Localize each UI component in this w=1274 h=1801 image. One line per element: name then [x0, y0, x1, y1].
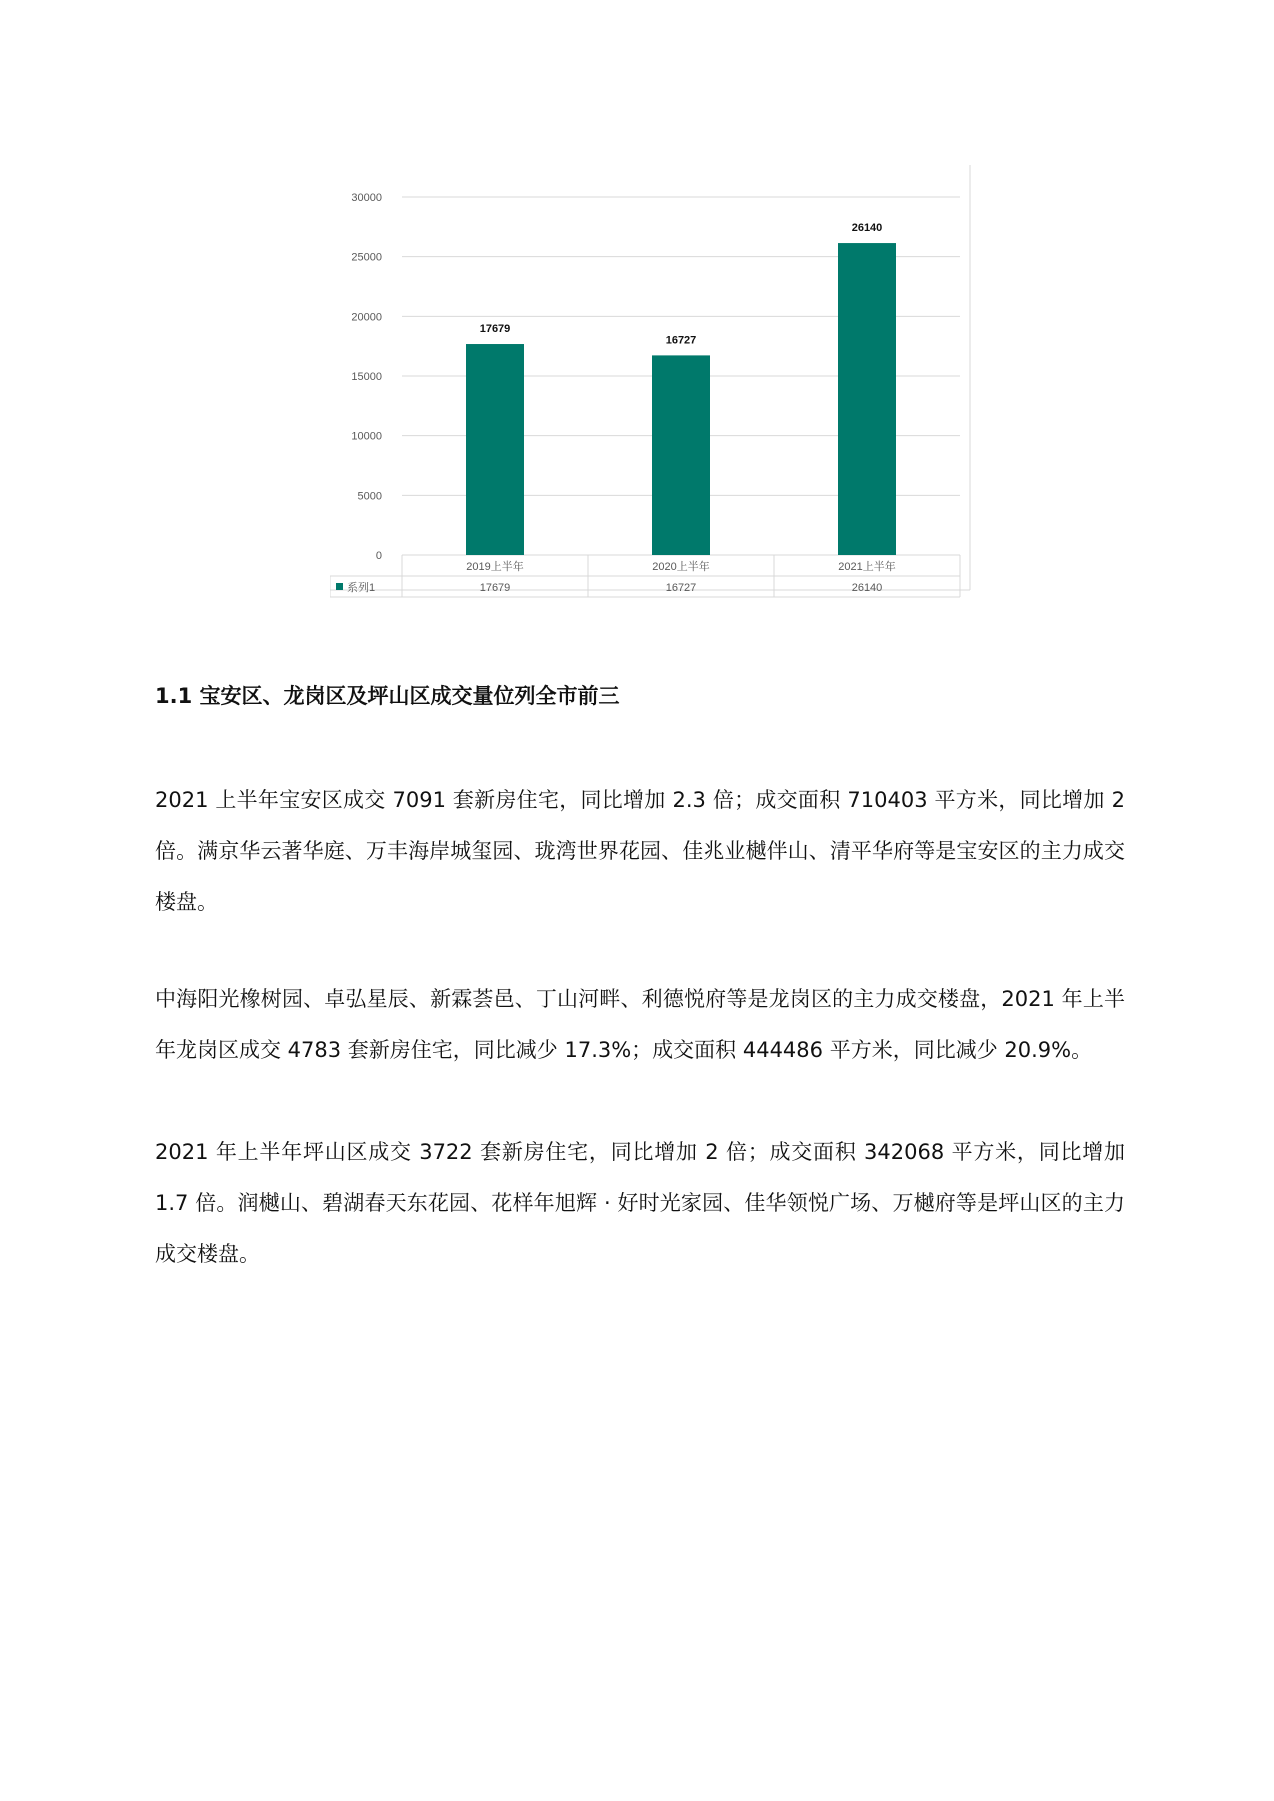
bar [466, 344, 524, 555]
table-value: 17679 [479, 582, 511, 594]
data-label: 26140 [851, 222, 883, 235]
y-tick-label: 25000 [351, 251, 382, 264]
legend-label: 系列1 [347, 582, 376, 594]
x-category-label: 2019上半年 [466, 561, 524, 573]
bar [652, 355, 710, 555]
bar-chart-svg [330, 165, 990, 610]
paragraph-baoan: 2021 上半年宝安区成交 7091 套新房住宅，同比增加 2.3 倍；成交面积 710403 平方米，同比增加 2 倍。满京华云著华庭、万丰海岸城玺园、珑湾世界花园、佳兆业樾伴山、清平华府等是宝安区的主力成交楼盘。 [155, 788, 1125, 914]
paragraph-pingshan: 2021 年上半年坪山区成交 3722 套新房住宅，同比增加 2 倍；成交面积 342068 平方米，同比增加 1.7 倍。润樾山、碧湖春天东花园、花样年旭辉 · 好时光家园、佳华领悦广场、万樾府等是坪山区的主力成交楼盘。 [155, 1140, 1125, 1266]
y-tick-label: 10000 [351, 430, 382, 443]
section-heading: 1.1 宝安区、龙岗区及坪山区成交量位列全市前三 [155, 684, 620, 708]
y-tick-label: 30000 [351, 192, 382, 204]
y-tick-label: 0 [375, 550, 382, 562]
legend-key [336, 583, 343, 590]
y-tick-label: 5000 [357, 490, 382, 503]
data-label: 17679 [479, 323, 511, 336]
bar [838, 243, 896, 555]
x-category-label: 2020上半年 [652, 561, 710, 573]
bar-chart [330, 165, 990, 610]
paragraph-longgang: 中海阳光橡树园、卓弘星辰、新霖荟邑、丁山河畔、利德悦府等是龙岗区的主力成交楼盘，2021 年上半年龙岗区成交 4783 套新房住宅，同比减少 17.3%；成交面积 444486 平方米，同比减少 20.9%。 [155, 987, 1125, 1062]
y-tick-label: 15000 [351, 371, 382, 383]
table-value: 16727 [665, 582, 697, 594]
data-label: 16727 [665, 334, 697, 347]
y-tick-label: 20000 [351, 311, 382, 324]
table-value: 26140 [851, 582, 883, 594]
x-category-label: 2021上半年 [838, 561, 896, 573]
